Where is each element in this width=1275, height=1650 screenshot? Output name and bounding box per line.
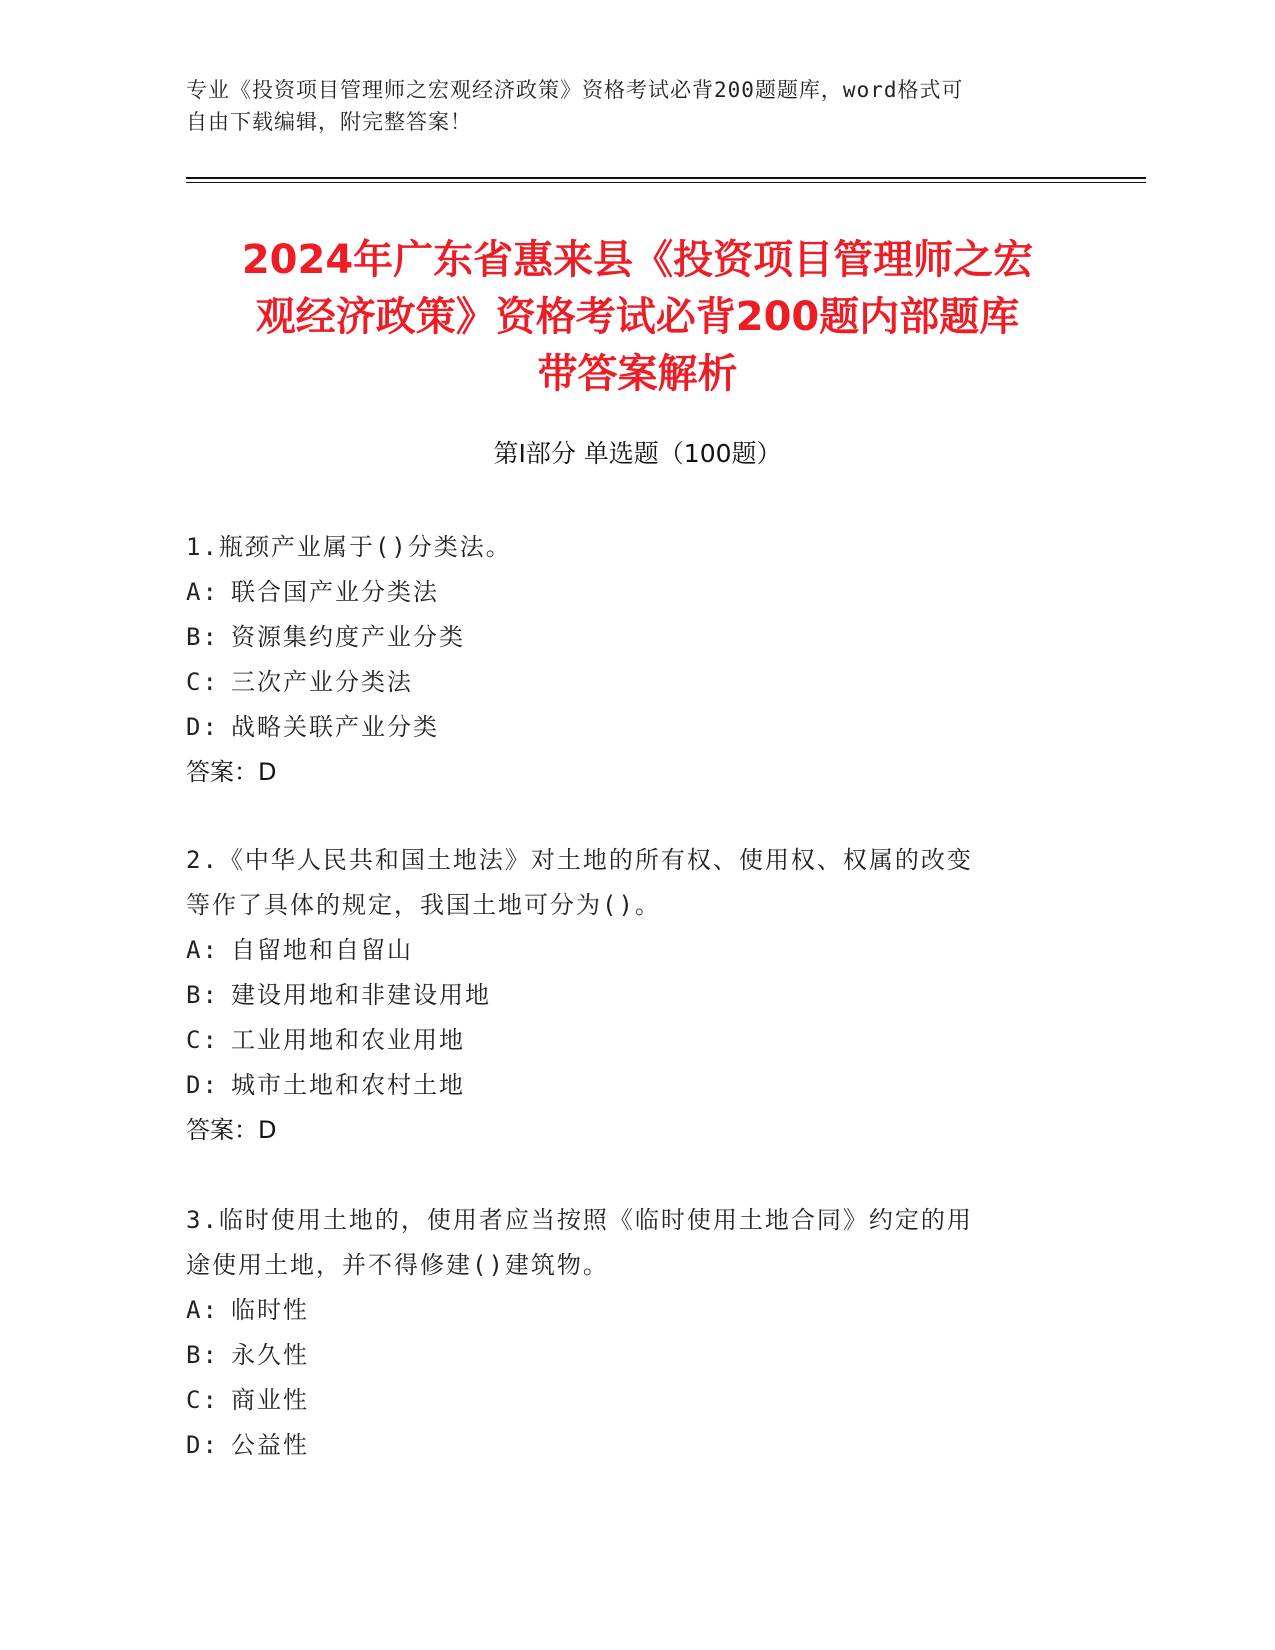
- option-text: 城市土地和农村土地: [231, 1071, 465, 1099]
- document-title: [170, 232, 1105, 403]
- question-stem: 2.《中华人民共和国土地法》对土地的所有权、使用权、权属的改变: [186, 846, 973, 874]
- option-b: [186, 1333, 1066, 1378]
- option-d: [186, 705, 1066, 750]
- option-key: C:: [186, 668, 219, 696]
- question-block: [186, 1198, 1066, 1468]
- option-text: 资源集约度产业分类: [231, 623, 465, 651]
- option-text: 战略关联产业分类: [231, 713, 439, 741]
- header-note: [186, 74, 1066, 138]
- option-b: [186, 973, 1066, 1018]
- header-divider-thin: [186, 182, 1146, 183]
- option-key: D:: [186, 713, 219, 741]
- header-note-line: 自由下载编辑，附完整答案！: [186, 110, 472, 134]
- option-text: 临时性: [231, 1296, 309, 1324]
- option-key: A:: [186, 936, 219, 964]
- question-block: [186, 525, 1066, 795]
- option-key: C:: [186, 1386, 219, 1414]
- option-c: [186, 1378, 1066, 1423]
- option-key: B:: [186, 1341, 219, 1369]
- title-line: 2024年广东省惠来县《投资项目管理师之宏: [241, 237, 1034, 283]
- option-text: 工业用地和农业用地: [231, 1026, 465, 1054]
- option-text: 永久性: [231, 1341, 309, 1369]
- header-divider-thick: [186, 177, 1146, 179]
- option-text: 自留地和自留山: [231, 936, 413, 964]
- option-d: [186, 1063, 1066, 1108]
- question-stem: 1.瓶颈产业属于()分类法。: [186, 533, 512, 561]
- answer-line: 答案：D: [186, 758, 277, 786]
- option-key: A:: [186, 1296, 219, 1324]
- option-b: [186, 615, 1066, 660]
- question-stem: 3.临时使用土地的，使用者应当按照《临时使用土地合同》约定的用: [186, 1206, 973, 1234]
- option-c: [186, 660, 1066, 705]
- section-title: 第Ⅰ部分 单选题（100题）: [493, 439, 782, 468]
- option-key: C:: [186, 1026, 219, 1054]
- question-stem: 等作了具体的规定，我国土地可分为()。: [186, 891, 661, 919]
- option-text: 公益性: [231, 1431, 309, 1459]
- option-key: A:: [186, 578, 219, 606]
- option-text: 商业性: [231, 1386, 309, 1414]
- title-line: 带答案解析: [537, 351, 738, 397]
- option-text: 联合国产业分类法: [231, 578, 439, 606]
- option-d: [186, 1423, 1066, 1468]
- option-a: [186, 570, 1066, 615]
- option-text: 三次产业分类法: [231, 668, 413, 696]
- title-line: 观经济政策》资格考试必背200题内部题库: [255, 294, 1020, 340]
- question-block: [186, 838, 1066, 1153]
- option-text: 建设用地和非建设用地: [231, 981, 491, 1009]
- option-c: [186, 1018, 1066, 1063]
- option-key: D:: [186, 1071, 219, 1099]
- option-a: [186, 1288, 1066, 1333]
- answer-line: 答案：D: [186, 1116, 277, 1144]
- option-key: B:: [186, 623, 219, 651]
- option-key: B:: [186, 981, 219, 1009]
- option-a: [186, 928, 1066, 973]
- header-note-line: 专业《投资项目管理师之宏观经济政策》资格考试必背200题题库，word格式可: [186, 78, 964, 102]
- option-key: D:: [186, 1431, 219, 1459]
- question-stem: 途使用土地，并不得修建()建筑物。: [186, 1251, 609, 1279]
